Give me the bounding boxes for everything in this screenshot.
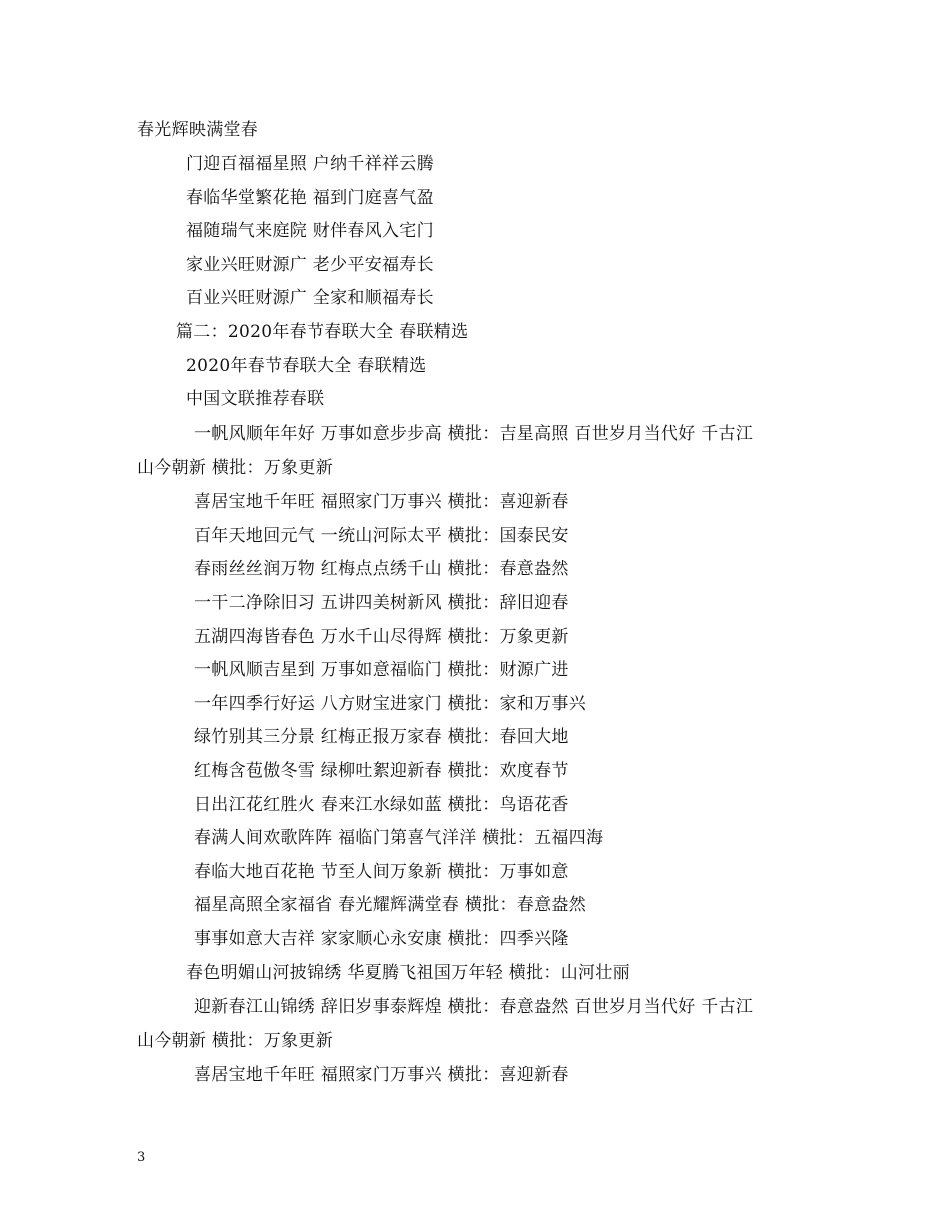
text-line: 春临大地百花艳 节至人间万象新 横批：万事如意 (194, 862, 569, 882)
text-line: 2020年春节春联大全 春联精选 (186, 356, 427, 376)
text-line: 迎新春江山锦绣 辞旧岁事泰辉煌 横批：春意盎然 百世岁月当代好 千古江 (194, 997, 754, 1017)
text-line: 春光辉映满堂春 (137, 120, 259, 140)
text-line: 山今朝新 横批：万象更新 (137, 1031, 334, 1051)
text-line: 喜居宝地千年旺 福照家门万事兴 横批：喜迎新春 (194, 1065, 569, 1085)
text-line: 一帆风顺年年好 万事如意步步高 横批：吉星高照 百世岁月当代好 千古江 (194, 424, 754, 444)
section-heading: 篇二：2020年春节春联大全 春联精选 (176, 322, 469, 342)
text-line: 春雨丝丝润万物 红梅点点绣千山 横批：春意盎然 (194, 559, 569, 579)
text-line: 红梅含苞傲冬雪 绿柳吐絮迎新春 横批：欢度春节 (194, 761, 569, 781)
text-line: 事事如意大吉祥 家家顺心永安康 横批：四季兴隆 (194, 929, 569, 949)
text-line: 福随瑞气来庭院 财伴春风入宅门 (186, 221, 434, 241)
text-line: 百业兴旺财源广 全家和顺福寿长 (186, 288, 434, 308)
text-line: 喜居宝地千年旺 福照家门万事兴 横批：喜迎新春 (194, 492, 569, 512)
text-line: 一帆风顺吉星到 万事如意福临门 横批：财源广进 (194, 660, 569, 680)
text-line: 中国文联推荐春联 (186, 389, 325, 409)
text-line: 百年天地回元气 一统山河际太平 横批：国泰民安 (194, 526, 569, 546)
text-line: 春满人间欢歌阵阵 福临门第喜气洋洋 横批：五福四海 (194, 828, 604, 848)
page-number: 3 (137, 1150, 146, 1165)
text-line: 一年四季行好运 八方财宝进家门 横批：家和万事兴 (194, 694, 587, 714)
text-line: 山今朝新 横批：万象更新 (137, 458, 334, 478)
text-line: 春临华堂繁花艳 福到门庭喜气盈 (186, 188, 434, 208)
text-line: 福星高照全家福省 春光耀辉满堂春 横批：春意盎然 (194, 895, 587, 915)
text-line: 日出江花红胜火 春来江水绿如蓝 横批：鸟语花香 (194, 795, 569, 815)
text-line: 门迎百福福星照 户纳千祥祥云腾 (186, 154, 434, 174)
text-line: 一干二净除旧习 五讲四美树新风 横批：辞旧迎春 (194, 593, 569, 613)
text-line: 春色明媚山河披锦绣 华夏腾飞祖国万年轻 横批：山河壮丽 (186, 963, 630, 983)
text-line: 绿竹别其三分景 红梅正报万家春 横批：春回大地 (194, 727, 569, 747)
text-line: 家业兴旺财源广 老少平安福寿长 (186, 255, 434, 275)
text-line: 五湖四海皆春色 万水千山尽得辉 横批：万象更新 (194, 627, 569, 647)
